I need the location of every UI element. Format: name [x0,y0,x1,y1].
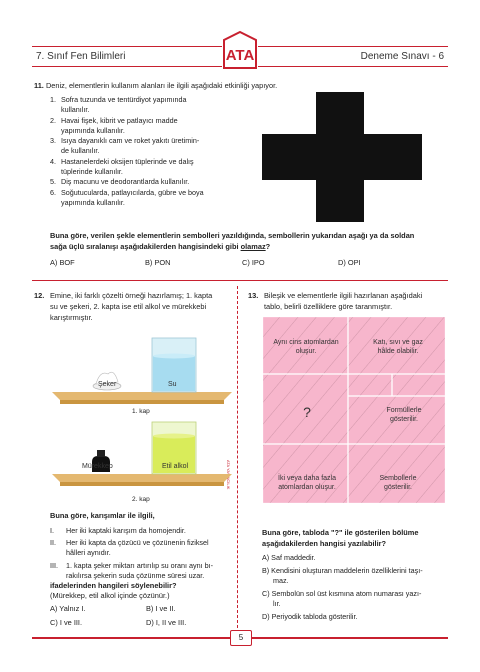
q12-intro-line: su ve şekeri, 2. kapta ise etil alkol ve mürekkebi [50,302,207,311]
q13-cell-states: Katı, sıvı ve gaz hâlde olabilir. [373,339,423,355]
cup1-illustration [52,330,232,410]
exam-title: Deneme Sınavı - 6 [360,51,444,62]
q13-option-text: A) Saf maddedir. [262,553,316,562]
q11-item [50,136,250,157]
q12-intro-line: karıştırmıştır. [50,313,93,322]
ata-logo-text: ATA [225,47,255,64]
q11-number: 11. [34,81,44,90]
q11-question-line1: Buna göre, verilen şekle elementlerin sembolleri yazıldığında, sembollerin yukarıdan aşağı ya da soldan [50,231,415,240]
q13-options [262,553,452,625]
q13-option-text: C) Sembolün sol üst kısmına atom numarası yazı- [262,589,422,598]
q11-item-text: Soğutucularda, patlayıcılarda, gübre ve boya [61,187,204,197]
cup1-svg [52,330,232,410]
q12-statement [50,538,230,558]
q13-intro-line: Bileşik ve elementlerle ilgili hazırlanan aşağıdaki [264,291,423,300]
q11-option-a[interactable]: A) BOF [50,258,75,267]
q12-statement-text: rakılırsa şekerin suda çözünme süresi uzar. [66,570,205,580]
q11-item-text: yapımında kullanılır. [61,125,125,135]
q12-ask: ifadelerinden hangileri söylenebilir? [50,581,177,590]
cross-horizontal-bar [262,134,422,180]
q13-option-text: B) Kendisini oluşturan maddelerin özelliklerini taşı- [262,566,423,575]
q11-item [50,157,250,178]
subject-title: 7. Sınıf Fen Bilimleri [36,51,126,62]
q11-item-text: tüplerinde kullanılır. [61,167,123,177]
q12-statement-number: I. [50,526,54,535]
q12-option-b[interactable]: B) I ve II. [146,604,176,613]
cup2-illustration [52,418,232,498]
q12-statement-number: III. [50,560,58,570]
cross-shape [262,92,422,222]
q12-number: 12. [34,291,45,300]
q13-option-text: maz. [273,576,289,585]
q13-cell-multi-atoms: İki veya daha fazla atomlardan oluşur. [278,475,336,491]
q11-intro: Deniz, elementlerin kullanım alanları ile ilgili aşağıdaki etkinliği yapıyor. [45,81,278,90]
q11-item-number: 6. [50,187,56,197]
q11-item-number: 4. [50,156,56,166]
q12-statement-text: Her iki kapta da çözücü ve çözünenin fiziksel [66,538,209,548]
q13-option-text: D) Periyodik tabloda gösterilir. [262,612,358,621]
q11-item-number: 2. [50,115,56,125]
q11-item-number: 3. [50,136,56,146]
cup1-caption: 1. kap [132,408,150,415]
q11-question [50,230,460,252]
q13-table [262,316,446,504]
q12-statement [50,526,230,536]
q11-item-text: Sofra tuzunda ve tentürdiyot yapımında [61,95,187,104]
q12-option-d[interactable]: D) I, II ve III. [146,618,187,627]
q13-cell-same-atoms: Aynı cins atomlardan oluşur. [273,339,339,355]
q11-item-text: kullanılır. [61,105,90,115]
q12-intro-block [34,290,229,323]
q11-item-text: Hastanelerdeki oksijen tüplerinde ve dalış [61,156,194,166]
cup2-svg [52,418,232,498]
q11-question-negation: olamaz [240,242,266,251]
q13-option-c[interactable] [262,589,452,609]
q12-option-c[interactable]: C) I ve III. [50,618,83,627]
q13-option-b[interactable] [262,566,452,586]
cup1-label-sugar: Şeker [98,381,117,388]
q13-option-d[interactable] [262,612,452,622]
ata-logo [222,30,258,70]
q11-question-line2 [50,241,460,252]
page-number-box [230,630,252,646]
q11-question-line2-a: sağa üçlü sıralanışı aşağıdakilerden hangisindeki gibi [50,242,241,251]
q12-intro [34,290,229,323]
q12-statement-number: II. [50,538,56,548]
q11-item [50,188,250,209]
q12-option-a[interactable]: A) Yalnız I. [50,604,86,613]
q13-option-a[interactable] [262,553,452,563]
q11-item-text: Havai fişek, kibrit ve patlayıcı madde [61,115,178,125]
q13-cell-symbols: Sembollerle gösterilir. [379,475,417,491]
column-divider [237,286,238,628]
q12-statement-text: hâlleri aynıdır. [66,548,111,558]
q13-cell-formulas: Formüllerle gösterilir. [386,407,422,423]
q13-option-text: lır. [273,599,281,608]
q11-item-number: 1. [50,95,56,104]
cup1-label-water: Su [168,381,177,388]
q11-intro-row [34,80,454,91]
q12-intro-line: Emine, iki farklı çözelti örneği hazırlamış; 1. kapta [50,291,213,300]
q11-item-text: yapımında kullanılır. [61,197,125,207]
q12-statement [50,561,230,581]
q12-note: (Mürekkep, etil alkol içinde çözünür.) [50,591,170,600]
cup2-label-alcohol: Etil alkol [162,463,189,470]
q11-item-text: de kullanılır. [61,146,100,156]
q13-intro [248,290,448,312]
q11-item [50,177,250,187]
q12-statement-text: Her iki kaptaki karışım da homojendir. [66,526,186,535]
cup2-label-ink: Mürekkep [82,463,113,470]
section-divider [32,280,448,281]
cup2-caption: 2. kap [132,496,150,503]
q13-number: 13. [248,291,259,300]
q11-option-c[interactable]: C) IPO [242,258,265,267]
q11-question-line2-c: ? [265,242,271,251]
q11-option-b[interactable]: B) PON [145,258,171,267]
q13-intro-line: tablo, belirli özelliklere göre taranmıştır. [264,302,393,311]
q11-item [50,95,250,116]
q11-item-text: Isıya dayanıklı cam ve roket yakıtı üretimin- [61,136,200,146]
q13-question: Buna göre, tabloda "?" ile gösterilen bölüme aşağıdakilerden hangisi yazılabilir? [262,528,419,548]
ata-logo-mark [222,30,258,70]
q12-statements [50,526,230,583]
q11-item-text: Diş macunu ve deodorantlarda kullanılır. [61,177,190,187]
q12-question: Buna göre, karışımlar ile ilgili, [50,511,155,520]
q11-item [50,116,250,137]
q11-item-list [50,95,250,208]
q11-item-number: 5. [50,177,56,187]
q11-option-d[interactable]: D) OPI [338,258,361,267]
q12-statement-text: 1. kapta şeker miktarı artırılıp su oranı aynı bı- [66,560,214,570]
q13-intro-block [248,290,448,312]
q13-cell-question-mark: ? [303,404,311,420]
page-number: 5 [238,633,244,642]
